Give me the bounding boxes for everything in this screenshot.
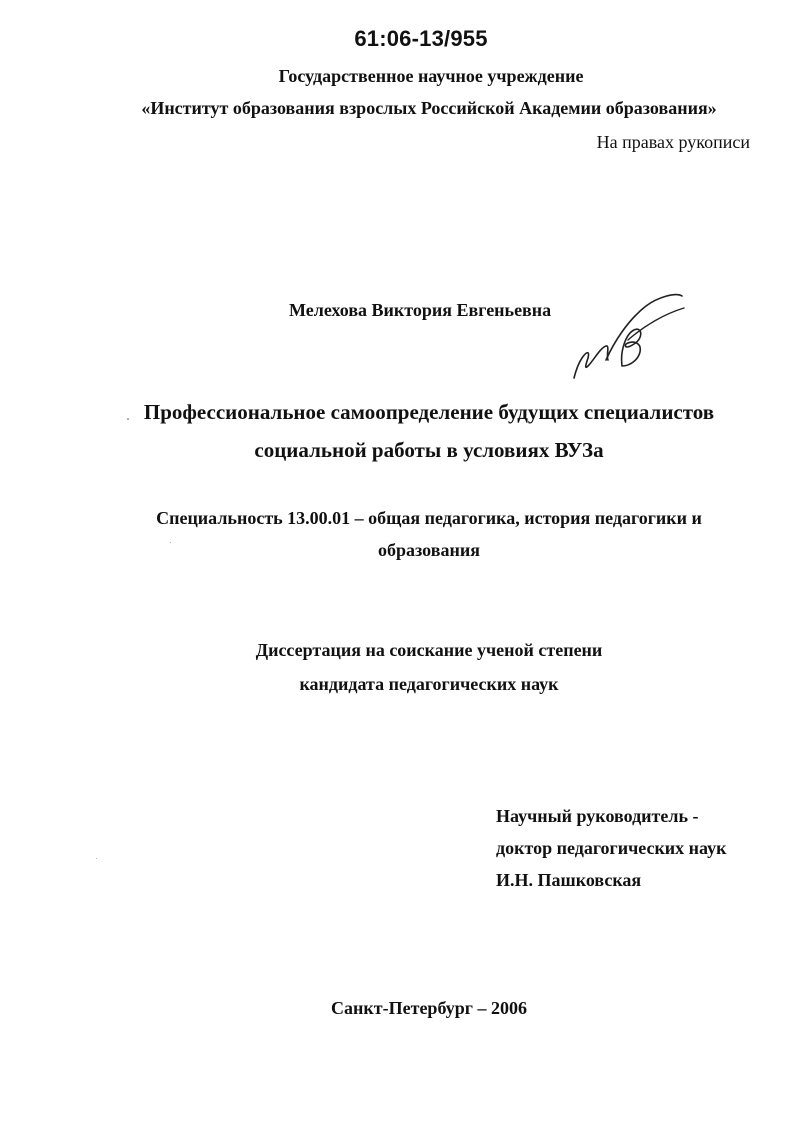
city-year: Санкт-Петербург – 2006 [331, 998, 527, 1018]
dissertation-title-line-1: Профессиональное самоопределение будущих специалистов [143, 400, 715, 424]
institution-type: Государственное научное учреждение [278, 66, 584, 86]
advisor-role: Научный руководитель - [496, 806, 699, 826]
catalog-number: 61:06-13/955 [354, 26, 488, 51]
scan-speck [127, 418, 129, 420]
degree-statement-line-2: кандидата педагогических наук [299, 674, 559, 694]
institution-name: «Институт образования взрослых Российской Академии образования» [141, 98, 717, 118]
advisor-degree: доктор педагогических наук [496, 838, 727, 858]
scan-speck [96, 858, 97, 859]
dissertation-title-line-2: социальной работы в условиях ВУЗа [254, 438, 604, 462]
advisor-name: И.Н. Пашковская [496, 870, 642, 890]
scan-speck [170, 542, 171, 543]
author-name: Мелехова Виктория Евгеньевна [289, 300, 552, 320]
specialty-line-2: образования [378, 540, 480, 560]
handwritten-signature-icon [566, 290, 690, 386]
manuscript-note: На правах рукописи [596, 132, 750, 152]
degree-statement-line-1: Диссертация на соискание ученой степени [255, 640, 603, 660]
specialty-line-1: Специальность 13.00.01 – общая педагогика, история педагогики и [156, 508, 702, 528]
